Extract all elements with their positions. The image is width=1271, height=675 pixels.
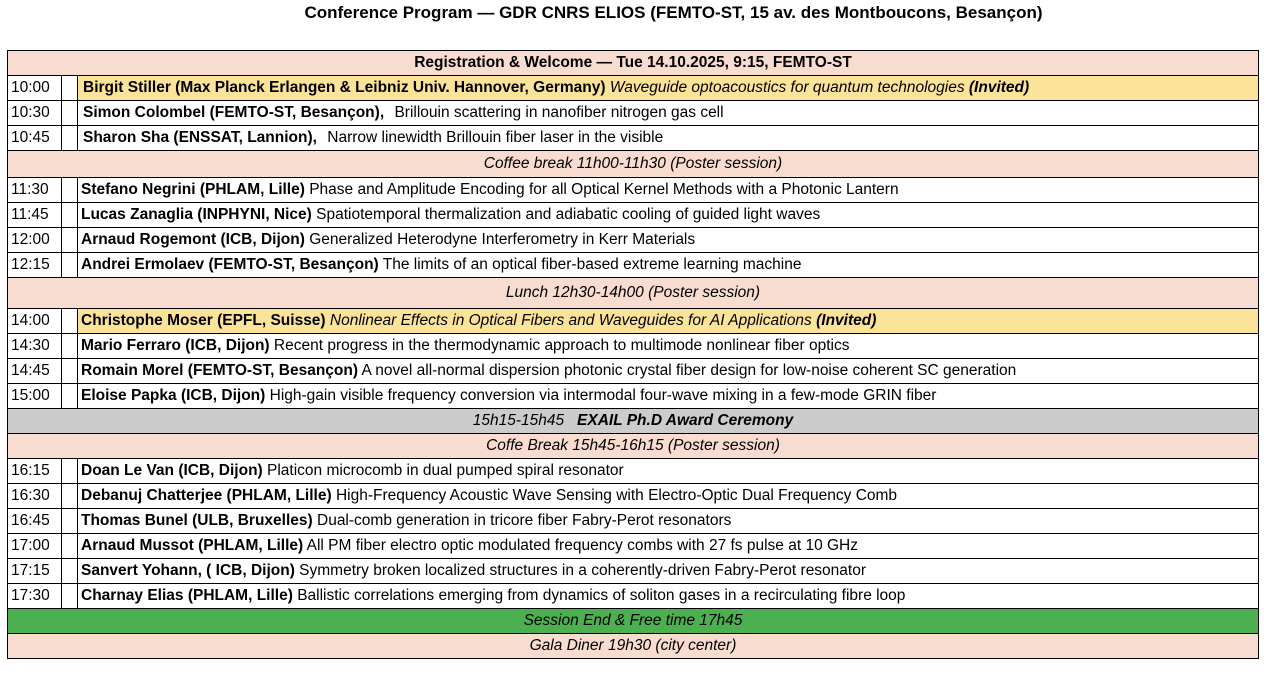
program-table xyxy=(7,50,1259,659)
talk-title: High-gain visible frequency conversion via intermodal four-wave mixing in a few-mode GRIN fiber xyxy=(269,387,937,404)
talk-marker-cell xyxy=(62,334,78,359)
talk-row xyxy=(8,228,1259,253)
talk-speaker: Simon Colombel (FEMTO-ST, Besançon), xyxy=(83,104,385,121)
talk-row xyxy=(8,584,1259,609)
talk-marker-cell xyxy=(62,509,78,534)
talk-time: 10:00 xyxy=(8,76,62,101)
talk-time: 14:45 xyxy=(8,359,62,384)
talk-speaker: Romain Morel (FEMTO-ST, Besançon) xyxy=(81,362,359,379)
award-time: 15h15-15h45 xyxy=(472,412,565,429)
talk-speaker: Andrei Ermolaev (FEMTO-ST, Besançon) xyxy=(81,256,379,273)
talk-title: Platicon microcomb in dual pumped spiral resonator xyxy=(267,462,624,479)
talk-details xyxy=(78,459,1259,484)
lunch-row xyxy=(8,278,1259,309)
talk-row xyxy=(8,384,1259,409)
talk-time: 11:30 xyxy=(8,178,62,203)
talk-time: 12:15 xyxy=(8,253,62,278)
talk-details xyxy=(78,253,1259,278)
talk-details xyxy=(78,509,1259,534)
coffee-break-row xyxy=(8,434,1259,459)
talk-speaker: Stefano Negrini (PHLAM, Lille) xyxy=(81,181,305,198)
talk-row xyxy=(8,203,1259,228)
talk-time: 17:30 xyxy=(8,584,62,609)
talk-time: 15:00 xyxy=(8,384,62,409)
talk-details xyxy=(78,359,1259,384)
page-title: Conference Program — GDR CNRS ELIOS (FEMTO-ST, 15 av. des Montboucons, Besançon) xyxy=(304,3,1043,22)
talk-title: Symmetry broken localized structures in a coherently-driven Fabry-Perot resonator xyxy=(299,562,867,579)
talk-marker-cell xyxy=(62,459,78,484)
gala-label: Gala Diner 19h30 (city center) xyxy=(8,634,1259,659)
talk-row xyxy=(8,359,1259,384)
talk-title: Ballistic correlations emerging from dynamics of soliton gases in a recirculating fibre loop xyxy=(297,587,906,604)
invited-tag: (Invited) xyxy=(816,312,877,329)
talk-speaker: Mario Ferraro (ICB, Dijon) xyxy=(81,337,270,354)
talk-marker-cell xyxy=(62,384,78,409)
coffee-break-label: Coffee break 11h00-11h30 (Poster session) xyxy=(8,151,1259,178)
talk-row xyxy=(8,534,1259,559)
talk-marker-cell xyxy=(62,178,78,203)
talk-title: Dual-comb generation in tricore fiber Fabry-Perot resonators xyxy=(317,512,732,529)
talk-speaker: Arnaud Mussot (PHLAM, Lille) xyxy=(81,537,304,554)
talk-speaker: Sanvert Yohann, ( ICB, Dijon) xyxy=(81,562,295,579)
talk-time: 14:00 xyxy=(8,309,62,334)
talk-row xyxy=(8,126,1259,151)
talk-details xyxy=(78,126,1259,151)
talk-marker-cell xyxy=(62,203,78,228)
talk-row xyxy=(8,509,1259,534)
talk-details xyxy=(78,334,1259,359)
talk-time: 11:45 xyxy=(8,203,62,228)
talk-row xyxy=(8,459,1259,484)
talk-row xyxy=(8,178,1259,203)
session-end-label: Session End & Free time 17h45 xyxy=(8,609,1259,634)
talk-marker-cell xyxy=(62,484,78,509)
talk-details xyxy=(78,584,1259,609)
talk-row xyxy=(8,101,1259,126)
talk-details xyxy=(78,76,1259,101)
talk-title: Spatiotemporal thermalization and adiabatic cooling of guided light waves xyxy=(316,206,821,223)
talk-speaker: Lucas Zanaglia (INPHYNI, Nice) xyxy=(81,206,312,223)
talk-title: Recent progress in the thermodynamic approach to multimode nonlinear fiber optics xyxy=(273,337,850,354)
talk-marker-cell xyxy=(62,559,78,584)
talk-details xyxy=(78,384,1259,409)
talk-row xyxy=(8,559,1259,584)
talk-speaker: Christophe Moser (EPFL, Suisse) xyxy=(81,312,326,329)
talk-title: Nonlinear Effects in Optical Fibers and Waveguides for AI Applications xyxy=(329,312,812,329)
talk-speaker: Charnay Elias (PHLAM, Lille) xyxy=(81,587,293,604)
talk-details xyxy=(78,534,1259,559)
talk-marker-cell xyxy=(62,253,78,278)
talk-time: 12:00 xyxy=(8,228,62,253)
session-end-row xyxy=(8,609,1259,634)
talk-time: 16:45 xyxy=(8,509,62,534)
talk-speaker: Debanuj Chatterjee (PHLAM, Lille) xyxy=(81,487,332,504)
talk-details xyxy=(78,309,1259,334)
talk-speaker: Eloise Papka (ICB, Dijon) xyxy=(81,387,266,404)
talk-speaker: Doan Le Van (ICB, Dijon) xyxy=(81,462,263,479)
welcome-label: Registration & Welcome — Tue 14.10.2025, 9:15, FEMTO-ST xyxy=(8,51,1259,76)
welcome-row xyxy=(8,51,1259,76)
talk-title: The limits of an optical fiber-based extreme learning machine xyxy=(382,256,802,273)
talk-marker-cell xyxy=(62,359,78,384)
talk-title: Phase and Amplitude Encoding for all Optical Kernel Methods with a Photonic Lantern xyxy=(309,181,899,198)
talk-row xyxy=(8,334,1259,359)
talk-details xyxy=(78,101,1259,126)
talk-title: A novel all-normal dispersion photonic crystal fiber design for low-noise coherent SC generation xyxy=(361,362,1017,379)
talk-title: Brillouin scattering in nanofiber nitrogen gas cell xyxy=(394,104,724,121)
talk-time: 16:15 xyxy=(8,459,62,484)
award-cell xyxy=(8,409,1259,434)
talk-row xyxy=(8,253,1259,278)
talk-title: High-Frequency Acoustic Wave Sensing with Electro-Optic Dual Frequency Comb xyxy=(335,487,898,504)
talk-title: Waveguide optoacoustics for quantum technologies xyxy=(609,79,965,96)
talk-row xyxy=(8,76,1259,101)
talk-time: 17:00 xyxy=(8,534,62,559)
talk-row xyxy=(8,484,1259,509)
talk-details xyxy=(78,484,1259,509)
talk-time: 10:30 xyxy=(8,101,62,126)
talk-marker-cell xyxy=(62,101,78,126)
talk-marker-cell xyxy=(62,584,78,609)
talk-row xyxy=(8,309,1259,334)
talk-marker-cell xyxy=(62,76,78,101)
award-row xyxy=(8,409,1259,434)
lunch-label: Lunch 12h30-14h00 (Poster session) xyxy=(8,278,1259,309)
coffee-break-label: Coffe Break 15h45-16h15 (Poster session) xyxy=(8,434,1259,459)
talk-marker-cell xyxy=(62,126,78,151)
talk-time: 14:30 xyxy=(8,334,62,359)
talk-time: 10:45 xyxy=(8,126,62,151)
talk-title: All PM fiber electro optic modulated frequency combs with 27 fs pulse at 10 GHz xyxy=(306,537,858,554)
talk-speaker: Thomas Bunel (ULB, Bruxelles) xyxy=(81,512,313,529)
talk-speaker: Sharon Sha (ENSSAT, Lannion), xyxy=(83,129,317,146)
talk-details xyxy=(78,559,1259,584)
talk-title: Generalized Heterodyne Interferometry in Kerr Materials xyxy=(309,231,696,248)
coffee-break-row xyxy=(8,151,1259,178)
talk-marker-cell xyxy=(62,534,78,559)
talk-marker-cell xyxy=(62,228,78,253)
talk-time: 17:15 xyxy=(8,559,62,584)
award-label: EXAIL Ph.D Award Ceremony xyxy=(577,412,794,429)
invited-tag: (Invited) xyxy=(968,79,1030,96)
talk-details xyxy=(78,203,1259,228)
talk-marker-cell xyxy=(62,309,78,334)
talk-details xyxy=(78,178,1259,203)
gala-row xyxy=(8,634,1259,659)
talk-time: 16:30 xyxy=(8,484,62,509)
talk-details xyxy=(78,228,1259,253)
talk-title: Narrow linewidth Brillouin fiber laser in the visible xyxy=(327,129,664,146)
talk-speaker: Arnaud Rogemont (ICB, Dijon) xyxy=(81,231,305,248)
talk-speaker: Birgit Stiller (Max Planck Erlangen & Leibniz Univ. Hannover, Germany) xyxy=(83,79,606,96)
